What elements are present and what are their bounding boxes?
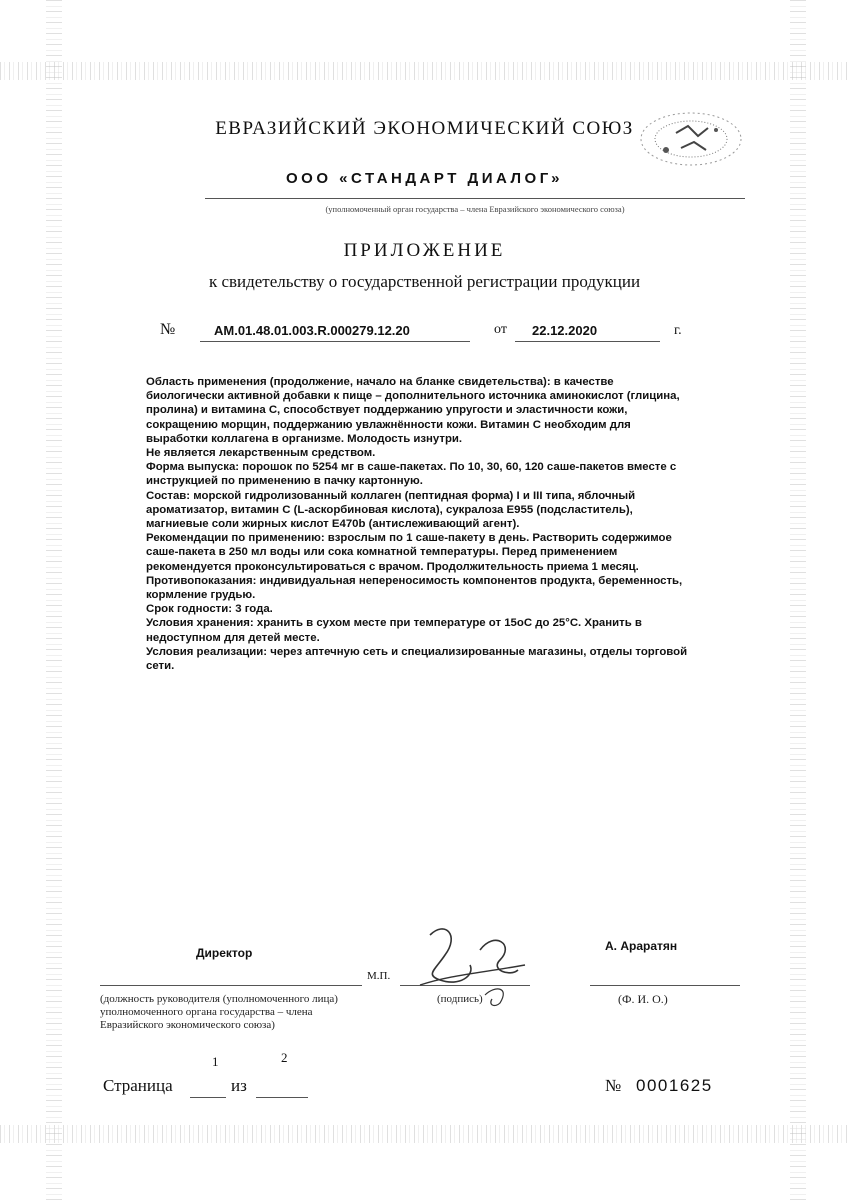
organization-name: ООО «СТАНДАРТ ДИАЛОГ» bbox=[286, 170, 563, 187]
registration-number: AM.01.48.01.003.R.000279.12.20 bbox=[214, 323, 410, 338]
signer-position: Директор bbox=[196, 946, 253, 960]
serial-number: 0001625 bbox=[636, 1076, 713, 1095]
body-text bbox=[146, 375, 691, 673]
name-rule bbox=[590, 985, 740, 986]
name-caption: (Ф. И. О.) bbox=[618, 992, 668, 1006]
organization-caption: (уполномоченный орган государства – члена Евразийского экономического союза) bbox=[325, 204, 625, 214]
body-paragraph: Рекомендации по применению: взрослым по 1 саше-пакету в день. Растворить содержимое саше-пакета в 250 мл воды или сока комнатной температуры. Перед применением рекомендуется проконсультироваться с врачом. Продолжительность приема 1 месяц. bbox=[146, 532, 672, 573]
signature-caption: (подпись) bbox=[437, 993, 483, 1005]
body-paragraph: Противопоказания: индивидуальная непереносимость компонентов продукта, беременность, кормление грудью. bbox=[146, 574, 683, 602]
total-pages-rule bbox=[256, 1097, 308, 1098]
signer-name: А. Араратян bbox=[605, 939, 678, 953]
stamp-label: М.П. bbox=[367, 970, 391, 982]
serial-label: № bbox=[605, 1076, 622, 1095]
appendix-title: ПРИЛОЖЕНИЕ bbox=[343, 240, 506, 261]
scan-border-bottom bbox=[0, 1125, 849, 1143]
position-caption: (должность руководителя (уполномоченного лица) уполномоченного органа государства – члена Евразийского экономического союза) bbox=[100, 993, 338, 1031]
registration-date-rule bbox=[515, 341, 660, 342]
registration-number-rule bbox=[200, 341, 470, 342]
page-number: 1 bbox=[212, 1054, 219, 1069]
scan-border-top bbox=[0, 62, 849, 80]
body-paragraph: Форма выпуска: порошок по 5254 мг в саше-пакетах. По 10, 30, 60, 120 саше-пакетов вместе с инструкцией по применению в пачку картонную. bbox=[146, 461, 677, 488]
body-paragraph: Не является лекарственным средством. bbox=[146, 447, 376, 460]
total-pages: 2 bbox=[281, 1050, 288, 1065]
registration-number-label: № bbox=[160, 321, 176, 338]
union-title: ЕВРАЗИЙСКИЙ ЭКОНОМИЧЕСКИЙ СОЮЗ bbox=[215, 118, 634, 139]
organization-rule bbox=[205, 198, 745, 199]
page-label: Страница bbox=[103, 1076, 173, 1095]
registration-date: 22.12.2020 bbox=[532, 323, 598, 338]
body-paragraph: Условия реализации: через аптечную сеть и специализированные магазины, отделы торговой сети. bbox=[146, 645, 688, 673]
body-paragraph: Условия хранения: хранить в сухом месте при температуре от 15оС до 25°С. Хранить в недоступном для детей месте. bbox=[146, 617, 642, 644]
registration-date-label: от bbox=[494, 322, 507, 337]
body-paragraph: Область применения (продолжение, начало на бланке свидетельства): в качестве биологически активной добавки к пище – дополнительного источника аминокислот (глицина, пролина) и витамина С, способствует поддержанию упругости и эластичности кожи, сокращению морщин, поддержанию увлажнённости кожи. Витамин С необходим для выработки коллагена в организме. Молодость изнутри. bbox=[146, 376, 680, 445]
page-number-rule bbox=[190, 1097, 226, 1098]
position-rule bbox=[100, 985, 362, 986]
body-paragraph: Состав: морской гидролизованный коллаген (пептидная форма) I и III типа, яблочный ароматизатор, витамин С (L-аскорбиновая кислота), сукралоза E955 (подсластитель), магниевые соли жирных кислот E470b (антислеживающий агент). bbox=[146, 489, 636, 531]
registration-year-suffix: г. bbox=[674, 323, 682, 338]
body-paragraph: Срок годности: 3 года. bbox=[146, 603, 273, 616]
of-label: из bbox=[231, 1076, 247, 1095]
appendix-subtitle: к свидетельству о государственной регистрации продукции bbox=[208, 272, 641, 291]
